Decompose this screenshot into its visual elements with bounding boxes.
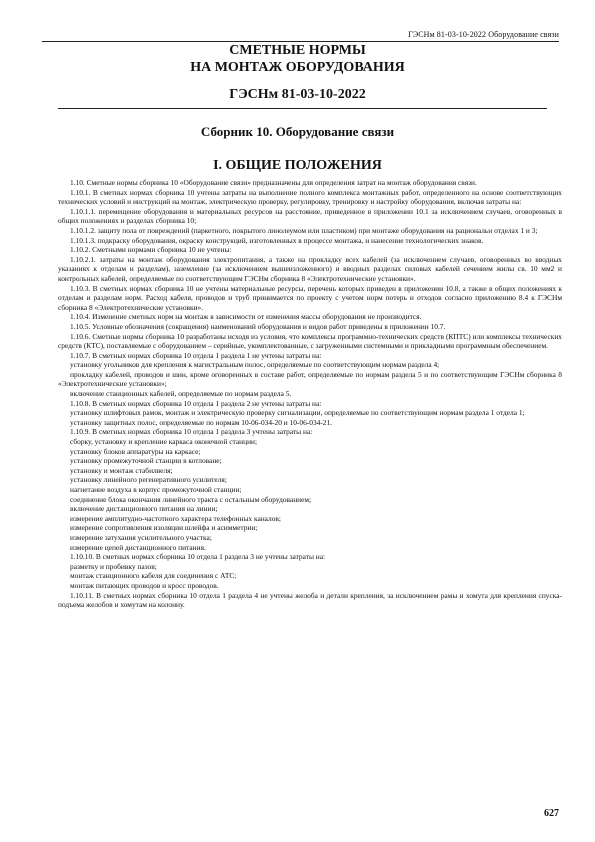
- paragraph: установку блоков аппаратуры на каркасе;: [70, 446, 201, 456]
- paragraph: установку угольников для крепления к магистральным полос, определяемые по соответствующим нормам раздела 4;: [70, 360, 440, 370]
- paragraph: 1.10.1.3. подкраску оборудования, окраску конструкций, изготовленных в процессе монтажа, и нанесение технологических знаков.: [70, 235, 484, 245]
- running-header: ГЭСНм 81-03-10-2022 Оборудование связи: [408, 30, 559, 39]
- body-text: [58, 178, 562, 610]
- paragraph: соединение блока окончания линейного тракта с остальным оборудованием;: [70, 494, 312, 504]
- section-heading: I. ОБЩИЕ ПОЛОЖЕНИЯ: [213, 158, 382, 173]
- paragraph: 1.10.5. Условные обозначения (сокращения) наименований оборудования и видов работ приведены в приложении 10.7.: [70, 321, 446, 331]
- collection-heading: Сборник 10. Оборудование связи: [200, 124, 395, 139]
- paragraph: нагнетание воздуха в корпус промежуточной станции;: [70, 485, 242, 494]
- page-number: 627: [544, 808, 559, 819]
- paragraph: 1.10.11. В сметных нормах сборника 10 отдела 1 раздела 4 не учтены желоба и детали крепления, за исключением рамы и хомута для крепления спуска-подъема желобов и хомутам на колонну.: [58, 590, 562, 610]
- paragraph: монтаж питающих проводов и кросс проводов.: [70, 580, 219, 590]
- paragraph: 1.10.4. Изменение сметных норм на монтаж в зависимости от изменения массы оборудования не производится.: [70, 312, 422, 322]
- paragraph: 1.10.3. В сметных нормах сборника 10 не учтены материальные ресурсы, перечень которых приведен в приложении 10.8, а также в общих положениях к отделам и разделам норм. Расход кабеля, проводов и труб принимается по проекту с учетом норм потерь и отходов согласно приложению 8.4 к ГЭСНм сборника 8 «Электротехнические установки».: [58, 283, 562, 312]
- paragraph: 1.10.1.2. защиту пола от повреждений (паркетного, покрытого линолеумом или пластиком) при монтаже оборудования на рациональн отделах 1 и 3;: [70, 225, 538, 235]
- paragraph: 1.10.2.1. затраты на монтаж оборудования электропитания, а также на прокладку всех кабелей (за исключением случаев, оговоренных во вводных указаниях к отделам и разделам), заземление (за исключением вышеизложенного) и вводных разделах силовых кабелей сечением жилы св. 10 мм2 и контрольных кабелей, определяемые по соответствующим ГЭСНм сборника 8 «Электротехнические установки».: [58, 254, 562, 283]
- paragraph: включение дистанционного питания на линии;: [70, 504, 218, 514]
- paragraph: 1.10.1.1. перемещение оборудования и материальных ресурсов на расстояние, приведенное в приложении 10.1 за исключением случаев, оговоренных в общих положениях и разделах сборника 10;: [58, 206, 562, 226]
- paragraph: 1.10.2. Сметными нормами сборника 10 не учтены:: [70, 245, 232, 255]
- paragraph: разметку и пробивку пазов;: [70, 561, 157, 571]
- paragraph: установку промежуточной станции в котловане;: [70, 456, 222, 466]
- title-line-1: СМЕТНЫЕ НОРМЫ: [229, 43, 366, 58]
- paragraph: 1.10.7. В сметных нормах сборника 10 отдела 1 раздела 1 не учтены затраты на:: [70, 350, 322, 360]
- paragraph: измерение амплитудно-частотного характера телефонных каналов;: [70, 513, 281, 523]
- norms-code: ГЭСНм 81-03-10-2022: [229, 87, 366, 102]
- paragraph: 1.10.6. Сметные нормы сборника 10 разработаны исходя из условия, что комплексы программно-технических средств (КПТС) или комплексы технических средств (КТС), поставляемые с оборудованием – серийные, укомплектованные, с загруженными системными и прикладными программным обеспечением.: [58, 331, 562, 351]
- paragraph: 1.10.8. В сметных нормах сборника 10 отдела 1 раздела 2 не учтены затраты на:: [70, 398, 322, 408]
- code-underline: [58, 108, 547, 109]
- paragraph: установку защитных полос, определяемые по нормам 10-06-034-20 и 10-06-034-21.: [70, 417, 333, 427]
- paragraph: измерение сопротивления изоляции шлейфа и асимметрии;: [70, 523, 258, 533]
- paragraph: 1.10.9. В сметных нормах сборника 10 отдела 1 раздела 3 учтены затраты на:: [70, 427, 313, 437]
- document-title: [0, 42, 595, 76]
- paragraph: сборку, установку и крепление каркаса оконечной станции;: [70, 437, 258, 447]
- paragraph: 1.10. Сметные нормы сборника 10 «Оборудование связи» предназначены для определения затрат на монтаж оборудования связи.: [70, 178, 477, 187]
- paragraph: измерение цепей дистанционного питания.: [70, 542, 206, 552]
- paragraph: 1.10.1. В сметных нормах сборника 10 учтены затраты на выполнение полного комплекса монтажных работ, определенного на основе соответствующих технических условий и инструкций на монтаж, электрическую проверку, регулировку, тренировку и настройку оборудования, включая затраты на:: [58, 187, 562, 207]
- title-line-2: НА МОНТАЖ ОБОРУДОВАНИЯ: [190, 60, 405, 75]
- paragraph: монтаж станционного кабеля для соединения с АТС;: [70, 571, 237, 581]
- paragraph: установку линейного регенеративного усилителя;: [70, 475, 227, 485]
- paragraph: включение станционных кабелей, определяемые по нормам раздела 5.: [70, 389, 292, 399]
- paragraph: установку и монтаж стабилвеля;: [70, 465, 173, 475]
- paragraph: прокладку кабелей, проводов и шин, кроме оговоренных в составе работ, определяемые по нормам раздела 5 и по соответствующим ГЭСНм сборника 8 «Электротехнические установки»;: [58, 369, 562, 389]
- paragraph: 1.10.10. В сметных нормах сборника 10 отдела 1 раздела 3 не учтены затраты на:: [70, 552, 326, 562]
- paragraph: измерение затухания усилительного участка;: [70, 532, 212, 542]
- paragraph: установку шлифтовых рамок, монтаж и электрическую проверку сигнализации, определяемые по соответствующим нормам раздела 1 отдела 1;: [70, 408, 525, 418]
